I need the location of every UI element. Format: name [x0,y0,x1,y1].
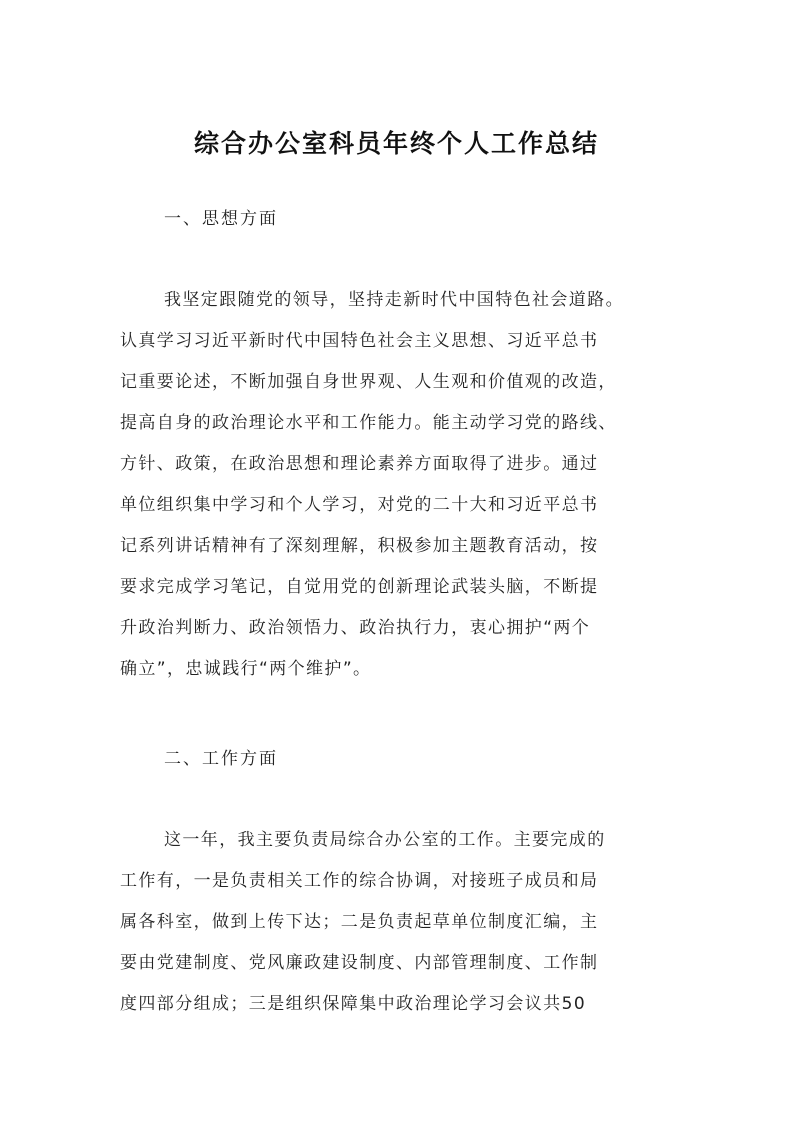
paragraph-line: 记重要论述，不断加强自身世界观、人生观和价值观的改造， [120,372,617,392]
paragraph-line: 我坚定跟随党的领导，坚持走新时代中国特色社会道路。 [164,290,624,310]
paragraph-line: 记系列讲话精神有了深刻理解，积极参加主题教育活动，按 [120,536,599,556]
paragraph-line: 单位组织集中学习和个人学习，对党的二十大和习近平总书 [120,495,599,515]
paragraph-line: 升政治判断力、政治领悟力、政治执行力，衷心拥护“两个 [120,618,591,638]
paragraph-line: 要求完成学习笔记，自觉用党的创新理论武装头脑，不断提 [120,577,599,597]
paragraph-line: 要由党建制度、党风廉政建设制度、内部管理制度、工作制 [120,953,599,973]
document-title: 综合办公室科员年终个人工作总结 [193,129,599,158]
paragraph-line: 提高自身的政治理论水平和工作能力。能主动学习党的路线、 [120,413,617,433]
paragraph-line: 这一年，我主要负责局综合办公室的工作。主要完成的 [164,830,606,850]
section-heading-work: 二、工作方面 [164,749,278,769]
paragraph-line: 确立”，忠诚践行“两个维护”。 [120,659,372,679]
paragraph-line: 工作有，一是负责相关工作的综合协调，对接班子成员和局 [120,871,599,891]
paragraph-line: 方针、政策，在政治思想和理论素养方面取得了进步。通过 [120,454,599,474]
paragraph-line: 属各科室，做到上传下达；二是负责起草单位制度汇编，主 [120,912,599,932]
paragraph-line: 度四部分组成；三是组织保障集中政治理论学习会议共50 [120,994,587,1014]
paragraph-line: 认真学习习近平新时代中国特色社会主义思想、习近平总书 [120,331,599,351]
section-heading-thought: 一、思想方面 [164,209,278,229]
